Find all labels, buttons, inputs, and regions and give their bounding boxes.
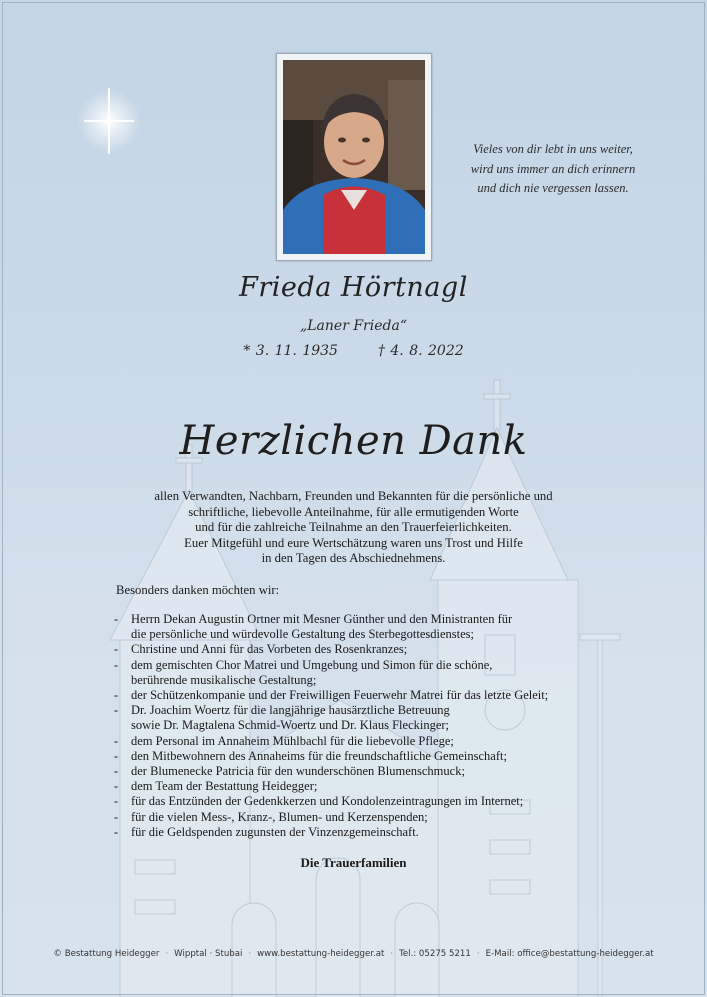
verse-line: und dich nie vergessen lassen.	[477, 181, 629, 195]
portrait-photo	[283, 60, 425, 254]
thanks-item-line: der Schützenkompanie und der Freiwilligen Feuerwehr Matrei für das letzte Geleit;	[131, 688, 549, 703]
thanks-item	[114, 612, 614, 642]
thanks-item-line: den Mitbewohnern des Annaheims für die freundschaftliche Gemeinschaft;	[131, 748, 507, 763]
footer-location: Wipptal · Stubai	[174, 949, 243, 959]
list-dash: -	[114, 748, 119, 763]
list-dash: -	[114, 688, 119, 703]
intro-line: allen Verwandten, Nachbarn, Freunden und Bekannten für die persönliche und	[154, 489, 553, 503]
thanks-item	[114, 825, 614, 840]
thanks-item	[114, 764, 614, 779]
intro-line: in den Tagen des Abschiednehmens.	[261, 551, 446, 566]
star-icon	[74, 86, 144, 156]
thanks-lead: Besonders danken möchten wir:	[116, 583, 280, 597]
portrait-frame	[276, 53, 432, 261]
intro-line: und für die zahlreiche Teilnahme an den Trauerfeierlichkeiten.	[195, 520, 512, 535]
list-dash: -	[114, 809, 119, 824]
thanks-item	[114, 794, 614, 809]
footer-separator: ·	[476, 949, 480, 959]
list-dash: -	[114, 642, 119, 657]
deceased-name: Frieda Hörtnagl	[239, 272, 468, 303]
thanks-item-line: dem Personal im Annaheim Mühlbachl für die liebevolle Pflege;	[131, 733, 454, 748]
thanks-item-line: für die Geldspenden zugunsten der Vinzenzgemeinschaft.	[131, 824, 419, 839]
footer-separator: ·	[390, 949, 394, 959]
list-dash: -	[114, 779, 119, 794]
death-date: † 4. 8. 2022	[377, 343, 464, 359]
footer-company: © Bestattung Heidegger	[53, 949, 160, 959]
intro-line: schriftliche, liebevolle Anteilnahme, für alle ermutigenden Worte	[188, 504, 519, 519]
footer	[0, 949, 707, 959]
thanks-item	[114, 658, 614, 688]
thanks-item	[114, 749, 614, 764]
life-dates	[0, 343, 707, 359]
signature: Die Trauerfamilien	[300, 855, 407, 870]
list-dash: -	[114, 703, 119, 718]
list-dash: -	[114, 764, 119, 779]
thanks-heading: Herzlichen Dank	[179, 418, 528, 464]
footer-separator: ·	[248, 949, 252, 959]
footer-phone: Tel.: 05275 5211	[399, 949, 471, 959]
list-dash: -	[114, 794, 119, 809]
footer-separator: ·	[165, 949, 169, 959]
memorial-verse	[435, 140, 671, 199]
list-dash: -	[114, 612, 119, 626]
intro-line: Euer Mitgefühl und eure Wertschätzung waren uns Trost und Hilfe	[184, 535, 523, 550]
thanks-item	[114, 779, 614, 794]
thanks-item-line: Herrn Dekan Augustin Ortner mit Mesner Günther und den Ministranten für	[131, 612, 513, 626]
verse-line: wird uns immer an dich erinnern	[470, 161, 636, 176]
birth-date: * 3. 11. 1935	[243, 343, 338, 359]
deceased-nickname: „Laner Frieda“	[300, 318, 407, 334]
verse-line: Vieles von dir lebt in uns weiter,	[473, 142, 633, 156]
intro-text	[100, 489, 607, 567]
footer-website[interactable]: www.bestattung-heidegger.at	[257, 949, 385, 959]
thanks-item-line: die persönliche und würdevolle Gestaltung des Sterbegottesdienstes;	[131, 627, 474, 642]
thanks-item-line: Christine und Anni für das Vorbeten des Rosenkranzes;	[131, 642, 408, 657]
thanks-item-line: sowie Dr. Magtalena Schmid-Woertz und Dr. Klaus Fleckinger;	[131, 718, 450, 733]
thanks-item-line: berührende musikalische Gestaltung;	[131, 672, 317, 687]
thanks-item	[114, 642, 614, 657]
thanks-item	[114, 688, 614, 703]
footer-email[interactable]: E-Mail: office@bestattung-heidegger.at	[485, 949, 654, 959]
thanks-item	[114, 703, 614, 733]
thanks-item-line: der Blumenecke Patricia für den wunderschönen Blumenschmuck;	[131, 764, 465, 779]
thanks-item-line: Dr. Joachim Woertz für die langjährige hausärztliche Betreuung	[131, 703, 450, 718]
thanks-list	[114, 612, 614, 840]
thanks-item-line: dem gemischten Chor Matrei und Umgebung und Simon für die schöne,	[131, 657, 493, 672]
thanks-item	[114, 734, 614, 749]
thanks-item-line: dem Team der Bestattung Heidegger;	[131, 779, 318, 794]
list-dash: -	[114, 824, 119, 839]
list-dash: -	[114, 733, 119, 748]
thanks-item	[114, 810, 614, 825]
thanks-item-line: für das Entzünden der Gedenkkerzen und Kondolenzeintragungen im Internet;	[131, 794, 524, 809]
thanks-item-line: für die vielen Mess-, Kranz-, Blumen- und Kerzenspenden;	[131, 809, 428, 824]
list-dash: -	[114, 657, 119, 672]
